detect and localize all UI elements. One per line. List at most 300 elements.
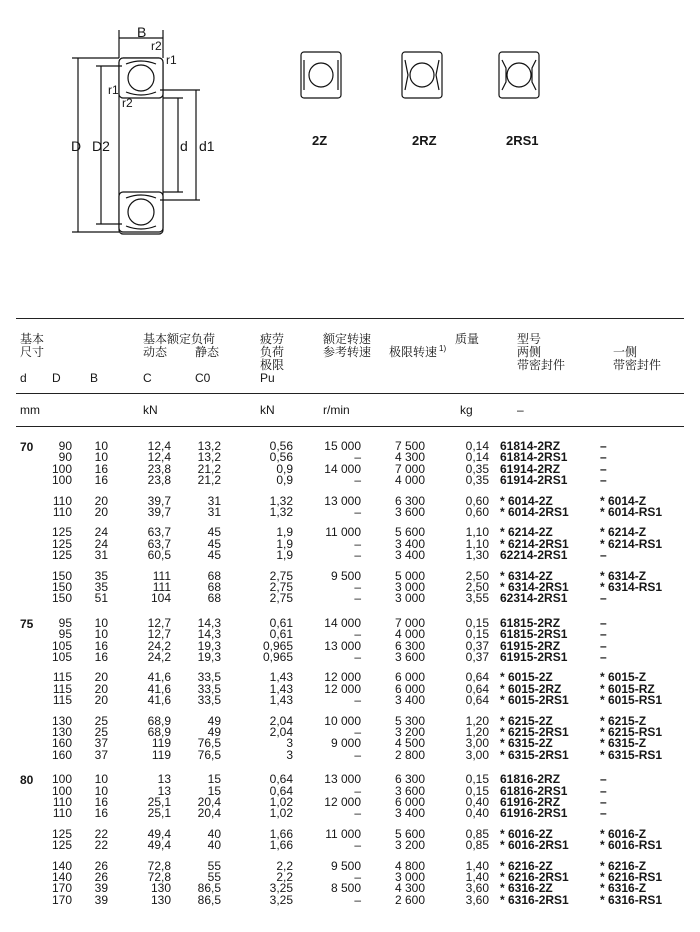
table-cell-col-C: 39,7: [147, 505, 171, 519]
table-cell-col-C: 49,4: [147, 838, 171, 853]
table-cell-col-designation-both: 61916-2RZ: [500, 795, 561, 809]
table-cell-col-designation-one: –: [600, 783, 607, 798]
table-cell-col-Pu: 1,9: [276, 525, 293, 540]
table-cell-col-C: 12,7: [147, 615, 171, 630]
table-cell-col-Pu: 2,04: [269, 725, 293, 739]
table-cell-col-designation-both: * 6015-2RZ: [500, 681, 562, 696]
table-cell-col-designation-one: * 6015-RS1: [600, 693, 663, 708]
header-sym-d: d: [20, 371, 27, 385]
dim-r1-left-label: r1: [108, 83, 119, 97]
table-cell-col-designation-one: * 6214-RS1: [600, 536, 663, 551]
table-cell-col-designation-both: 61815-2RZ: [500, 615, 561, 630]
table-cell-col-C0: 14,3: [197, 615, 221, 630]
table-cell-col-Pu: 3: [286, 736, 293, 751]
table-cell-col-designation-one: –: [600, 806, 607, 821]
table-cell-col-C: 39,7: [147, 493, 171, 508]
table-cell-col-designation-both: 62314-2RS1: [500, 591, 568, 606]
variant-2z-label: 2Z: [312, 133, 328, 148]
table-cell-col-B: 26: [94, 870, 108, 884]
table-cell-col-D: 115: [52, 670, 72, 685]
table-cell-col-Pu: 0,965: [262, 638, 293, 653]
table-cell-col-C0: 15: [207, 783, 221, 798]
header-limit-speed: 极限转速: [389, 345, 438, 359]
table-cell-col-mass: 0,64: [465, 693, 489, 708]
table-cell-col-B: 25: [94, 713, 108, 728]
table-cell-col-ref-speed: –: [354, 548, 361, 563]
table-cell-col-mass: 0,37: [465, 650, 489, 664]
table-cell-col-ref-speed: –: [354, 806, 361, 821]
table-cell-col-C0: 20,4: [197, 806, 221, 821]
table-cell-col-C: 130: [150, 881, 171, 896]
table-cell-col-designation-both: * 6015-2RS1: [500, 693, 569, 708]
header-dynamic: 动态: [143, 345, 168, 359]
table-cell-col-D: 170: [51, 892, 72, 907]
table-cell-col-Pu: 2,75: [269, 580, 293, 594]
table-cell-col-Pu: 0,56: [269, 450, 293, 465]
table-cell-col-limit-speed: 7 500: [394, 439, 425, 453]
table-cell-col-C0: 45: [207, 536, 221, 551]
table-cell-col-D: 100: [51, 772, 72, 787]
header-load-title: 基本额定负荷: [143, 332, 216, 346]
header-ref-speed: 额定转速 参考转速: [323, 332, 372, 359]
table-cell-col-designation-both: 61915-2RZ: [500, 638, 561, 653]
table-cell-col-mass: 2,50: [465, 580, 489, 594]
table-cell-col-B: 20: [94, 493, 108, 508]
table-cell-col-designation-one: –: [600, 627, 607, 642]
table-cell-col-mass: 0,14: [465, 450, 489, 465]
header-limit-note: 1): [439, 344, 447, 353]
table-cell-col-Pu: 1,66: [269, 826, 293, 841]
table-cell-col-designation-both: 61916-2RS1: [500, 806, 568, 821]
table-cell-col-mass: 3,60: [465, 892, 489, 907]
header-sym-D: D: [52, 371, 61, 385]
bearing-cross-section-drawing: [0, 0, 700, 245]
table-cell-col-designation-one: * 6314-Z: [600, 568, 647, 583]
table-cell-col-Pu: 0,9: [276, 473, 293, 488]
table-cell-col-ref-speed: 13 000: [324, 638, 361, 653]
table-cell-col-ref-speed: 13 000: [324, 493, 361, 508]
table-cell-col-Pu: 2,75: [269, 568, 293, 583]
table-cell-col-designation-both: 61814-2RS1: [500, 450, 568, 465]
table-cell-col-designation-both: * 6014-2Z: [500, 493, 553, 508]
table-cell-col-B: 51: [94, 591, 108, 606]
table-cell-col-mass: 3,55: [465, 591, 489, 606]
table-cell-col-Pu: 2,04: [269, 713, 293, 728]
table-cell-col-C0: 40: [207, 838, 221, 853]
table-cell-col-C0: 49: [207, 713, 221, 728]
table-cell-col-designation-both: 61815-2RS1: [500, 627, 568, 642]
table-cell-col-limit-speed: 6 000: [394, 670, 425, 685]
table-cell-col-Pu: 1,43: [269, 681, 293, 696]
table-cell-col-C: 63,7: [147, 525, 171, 540]
table-cell-col-D: 140: [51, 870, 72, 884]
table-cell-col-D: 160: [51, 736, 72, 751]
table-cell-col-C: 12,4: [147, 439, 171, 453]
table-cell-col-ref-speed: 12 000: [324, 795, 361, 809]
table-cell-col-limit-speed: 4 300: [394, 881, 425, 896]
table-cell-col-B: 10: [94, 439, 108, 453]
table-cell-col-mass: 0,40: [465, 806, 489, 821]
header-main-size: 基本 尺寸: [20, 332, 45, 359]
table-cell-col-C0: 33,5: [197, 693, 221, 708]
table-cell-col-C: 24,2: [147, 650, 171, 664]
table-cell-col-mass: 1,10: [465, 536, 489, 551]
table-cell-col-designation-one: * 6014-Z: [600, 493, 647, 508]
table-cell-col-ref-speed: –: [354, 473, 361, 488]
table-cell-col-limit-speed: 5 300: [394, 713, 425, 728]
table-cell-col-designation-both: * 6014-2RS1: [500, 505, 569, 519]
table-cell-col-designation-both: * 6214-2RS1: [500, 536, 569, 551]
table-cell-col-D: 100: [51, 473, 72, 488]
table-cell-col-D: 95: [58, 627, 72, 642]
table-cell-col-mass: 0,64: [465, 670, 489, 685]
unit-fatigue: kN: [260, 403, 275, 417]
table-cell-col-mass: 1,40: [465, 858, 489, 873]
table-cell-col-C: 119: [151, 747, 171, 762]
table-cell-col-designation-both: * 6316-2RS1: [500, 892, 569, 907]
table-cell-col-designation-both: * 6214-2Z: [500, 525, 553, 540]
table-cell-col-B: 24: [94, 536, 108, 551]
table-cell-col-designation-one: * 6215-RS1: [600, 725, 663, 739]
unit-speed: r/min: [323, 403, 350, 417]
header-sym-Pu: Pu: [260, 371, 275, 385]
table-cell-col-mass: 1,20: [465, 725, 489, 739]
table-cell-col-limit-speed: 5 600: [394, 525, 425, 540]
table-cell-col-designation-both: * 6216-2RS1: [500, 870, 569, 884]
table-cell-col-C0: 86,5: [197, 892, 221, 907]
table-cell-col-C: 63,7: [147, 536, 171, 551]
unit-designation: –: [517, 403, 524, 417]
table-cell-col-C: 130: [150, 892, 171, 907]
table-cell-col-mass: 0,15: [465, 783, 489, 798]
table-cell-col-designation-both: * 6314-2Z: [500, 568, 553, 583]
table-cell-col-D: 115: [52, 681, 72, 696]
table-cell-col-designation-both: * 6016-2Z: [500, 826, 553, 841]
table-cell-col-designation-one: –: [600, 638, 607, 653]
table-cell-col-D: 130: [51, 713, 72, 728]
table-cell-col-D: 125: [51, 826, 72, 841]
table-cell-col-designation-one: –: [600, 450, 607, 465]
table-cell-col-B: 26: [94, 858, 108, 873]
table-cell-col-designation-both: * 6016-2RS1: [500, 838, 569, 853]
table-cell-col-mass: 0,85: [465, 838, 489, 853]
table-cell-col-D: 125: [51, 548, 72, 563]
table-cell-col-D: 115: [52, 693, 72, 708]
table-cell-col-C: 12,4: [147, 450, 171, 465]
table-cell-col-ref-speed: 10 000: [324, 713, 361, 728]
header-fatigue: 疲劳 负荷 极限: [260, 332, 285, 372]
table-cell-col-designation-one: * 6216-RS1: [600, 870, 663, 884]
table-cell-col-B: 37: [94, 736, 108, 751]
group-bore-80: 80: [20, 773, 34, 788]
table-cell-col-limit-speed: 7 000: [394, 461, 425, 476]
table-cell-col-B: 20: [94, 670, 108, 685]
table-cell-col-Pu: 1,9: [276, 536, 293, 551]
table-cell-col-B: 39: [94, 881, 108, 896]
table-cell-col-designation-both: * 6215-2RS1: [500, 725, 569, 739]
table-cell-col-designation-both: * 6315-2RS1: [500, 747, 569, 762]
table-cell-col-Pu: 2,75: [269, 591, 293, 606]
table-cell-col-mass: 3,00: [465, 736, 489, 751]
table-cell-col-limit-speed: 3 600: [394, 650, 425, 664]
table-cell-col-B: 10: [94, 772, 108, 787]
table-cell-col-ref-speed: –: [354, 870, 361, 884]
table-cell-col-C: 13: [157, 772, 171, 787]
table-cell-col-ref-speed: 11 000: [325, 525, 361, 540]
table-cell-col-B: 37: [94, 747, 108, 762]
table-cell-col-designation-both: 61914-2RS1: [500, 473, 568, 488]
header-sym-C0: C0: [195, 371, 211, 385]
table-cell-col-ref-speed: 11 000: [325, 826, 361, 841]
table-cell-col-Pu: 1,32: [269, 493, 293, 508]
table-cell-col-C: 25,1: [147, 795, 171, 809]
table-cell-col-ref-speed: –: [354, 693, 361, 708]
table-cell-col-designation-one: * 6016-RS1: [600, 838, 663, 853]
table-cell-col-D: 110: [52, 795, 72, 809]
table-cell-col-limit-speed: 3 200: [394, 838, 425, 853]
table-cell-col-Pu: 3,25: [269, 881, 293, 896]
dim-d2-label: D2: [92, 138, 110, 154]
table-cell-col-ref-speed: –: [354, 505, 361, 519]
table-cell-col-Pu: 1,32: [269, 505, 293, 519]
table-cell-col-ref-speed: –: [354, 536, 361, 551]
table-cell-col-limit-speed: 6 300: [394, 493, 425, 508]
table-cell-col-designation-one: * 6316-RS1: [600, 892, 663, 907]
table-cell-col-Pu: 0,56: [269, 439, 293, 453]
table-cell-col-ref-speed: –: [354, 591, 361, 606]
dim-r2-left-label: r2: [122, 96, 133, 110]
table-cell-col-designation-one: * 6315-RS1: [600, 747, 663, 762]
table-cell-col-B: 16: [94, 650, 108, 664]
table-cell-col-limit-speed: 3 600: [394, 505, 425, 519]
table-cell-col-limit-speed: 3 400: [394, 548, 425, 563]
table-cell-col-B: 22: [94, 826, 108, 841]
table-cell-col-C: 41,6: [147, 693, 171, 708]
table-cell-col-C: 25,1: [147, 806, 171, 821]
table-cell-col-limit-speed: 4 800: [394, 858, 425, 873]
table-cell-col-limit-speed: 2 800: [394, 747, 425, 762]
table-cell-col-mass: 1,40: [465, 870, 489, 884]
table-cell-col-designation-one: * 6015-Z: [600, 670, 647, 685]
header-sym-B: B: [90, 371, 99, 385]
table-cell-col-C: 119: [151, 736, 171, 751]
table-cell-col-mass: 2,50: [465, 568, 489, 583]
table-cell-col-Pu: 3: [286, 747, 293, 762]
table-cell-col-ref-speed: –: [354, 650, 361, 664]
table-cell-col-limit-speed: 3 000: [394, 870, 425, 884]
table-cell-col-mass: 3,60: [465, 881, 489, 896]
table-cell-col-mass: 0,14: [465, 439, 489, 453]
table-cell-col-limit-speed: 6 000: [394, 795, 425, 809]
table-cell-col-designation-one: * 6314-RS1: [600, 580, 663, 594]
table-cell-col-designation-both: 61816-2RS1: [500, 783, 568, 798]
table-cell-col-mass: 0,15: [465, 615, 489, 630]
table-cell-col-B: 35: [94, 568, 108, 583]
table-cell-col-mass: 3,00: [465, 747, 489, 762]
table-cell-col-limit-speed: 4 300: [394, 450, 425, 465]
table-cell-col-mass: 0,40: [465, 795, 489, 809]
table-cell-col-designation-one: * 6016-Z: [600, 826, 647, 841]
table-cell-col-ref-speed: 9 500: [330, 858, 361, 873]
header-mass: 质量: [455, 332, 480, 346]
table-cell-col-designation-one: –: [600, 461, 607, 476]
table-cell-col-D: 105: [51, 650, 72, 664]
header-mid-rule: [16, 393, 684, 394]
table-cell-col-Pu: 1,9: [276, 548, 293, 563]
table-cell-col-ref-speed: 12 000: [324, 670, 361, 685]
table-cell-col-designation-both: * 6316-2Z: [500, 881, 553, 896]
table-cell-col-designation-both: 61814-2RZ: [500, 439, 561, 453]
dim-r2-label: r2: [151, 39, 162, 53]
table-cell-col-D: 125: [51, 536, 72, 551]
table-cell-col-limit-speed: 2 600: [394, 892, 425, 907]
table-cell-col-C: 13: [157, 783, 171, 798]
header-bottom-rule: [16, 426, 684, 427]
table-cell-col-B: 10: [94, 450, 108, 465]
table-cell-col-limit-speed: 3 400: [394, 693, 425, 708]
table-cell-col-C0: 21,2: [197, 461, 221, 476]
table-cell-col-limit-speed: 5 600: [394, 826, 425, 841]
table-cell-col-C0: 68: [207, 568, 221, 583]
table-cell-col-ref-speed: 9 500: [330, 568, 361, 583]
table-cell-col-designation-one: –: [600, 473, 607, 488]
table-cell-col-B: 16: [94, 795, 108, 809]
group-bore-75: 75: [20, 616, 34, 631]
table-cell-col-C: 68,9: [147, 725, 171, 739]
table-cell-col-limit-speed: 4 000: [394, 627, 425, 642]
table-cell-col-D: 90: [58, 450, 72, 465]
table-cell-col-ref-speed: –: [354, 838, 361, 853]
header-sym-C: C: [143, 371, 152, 385]
table-cell-col-C0: 68: [207, 591, 221, 606]
table-cell-col-C0: 76,5: [197, 747, 221, 762]
table-cell-col-Pu: 0,64: [269, 772, 293, 787]
table-cell-col-designation-one: –: [600, 772, 607, 787]
table-cell-col-C: 23,8: [147, 473, 171, 488]
table-cell-col-ref-speed: –: [354, 892, 361, 907]
table-cell-col-designation-both: * 6015-2Z: [500, 670, 553, 685]
table-cell-col-designation-one: –: [600, 650, 607, 664]
table-cell-col-C0: 55: [207, 870, 221, 884]
table-cell-col-C: 23,8: [147, 461, 171, 476]
unit-dims: mm: [20, 403, 40, 417]
table-cell-col-C: 72,8: [147, 858, 171, 873]
table-cell-col-Pu: 0,9: [276, 461, 293, 476]
table-cell-col-C: 72,8: [147, 870, 171, 884]
table-cell-col-C: 12,7: [147, 627, 171, 642]
table-cell-col-designation-both: 61816-2RZ: [500, 772, 561, 787]
table-cell-col-B: 16: [94, 806, 108, 821]
table-cell-col-C0: 31: [207, 505, 221, 519]
table-cell-col-B: 16: [94, 473, 108, 488]
table-cell-col-C0: 13,2: [197, 439, 221, 453]
table-cell-col-Pu: 0,965: [262, 650, 293, 664]
table-cell-col-mass: 0,85: [465, 826, 489, 841]
table-cell-col-D: 140: [51, 858, 72, 873]
table-cell-col-designation-one: –: [600, 548, 607, 563]
table-cell-col-Pu: 1,02: [269, 806, 293, 821]
table-cell-col-B: 16: [94, 461, 108, 476]
table-cell-col-B: 24: [94, 525, 108, 540]
table-cell-col-ref-speed: 13 000: [324, 772, 361, 787]
table-cell-col-C: 104: [150, 591, 171, 606]
table-cell-col-limit-speed: 3 200: [394, 725, 425, 739]
dim-r1-label: r1: [166, 53, 177, 67]
table-cell-col-C0: 68: [207, 580, 221, 594]
dim-b-label: B: [137, 24, 147, 40]
header-one-side: 一侧 带密封件: [613, 345, 662, 372]
table-cell-col-limit-speed: 3 000: [394, 591, 425, 606]
table-cell-col-designation-one: * 6215-Z: [600, 713, 647, 728]
table-cell-col-C0: 55: [207, 858, 221, 873]
table-cell-col-Pu: 1,43: [269, 693, 293, 708]
table-cell-col-B: 16: [94, 638, 108, 653]
table-cell-col-designation-both: * 6314-2RS1: [500, 580, 569, 594]
table-cell-col-designation-both: * 6216-2Z: [500, 858, 553, 873]
table-cell-col-Pu: 2,2: [276, 870, 293, 884]
table-cell-col-mass: 0,15: [465, 772, 489, 787]
table-cell-col-B: 35: [94, 580, 108, 594]
table-cell-col-designation-both: 62214-2RS1: [500, 548, 568, 563]
table-cell-col-Pu: 1,43: [269, 670, 293, 685]
table-cell-col-designation-both: 61915-2RS1: [500, 650, 568, 664]
table-cell-col-Pu: 1,66: [269, 838, 293, 853]
table-cell-col-B: 10: [94, 783, 108, 798]
table-cell-col-designation-one: * 6015-RZ: [600, 681, 655, 696]
table-cell-col-ref-speed: –: [354, 747, 361, 762]
table-cell-col-D: 90: [58, 439, 72, 453]
table-cell-col-D: 130: [51, 725, 72, 739]
table-cell-col-designation-both: * 6215-2Z: [500, 713, 553, 728]
table-cell-col-C: 111: [152, 568, 171, 583]
table-cell-col-Pu: 0,64: [269, 783, 293, 798]
table-cell-col-ref-speed: 9 000: [330, 736, 361, 751]
table-cell-col-B: 20: [94, 681, 108, 696]
table-cell-col-C: 49,4: [147, 826, 171, 841]
table-cell-col-C0: 76,5: [197, 736, 221, 751]
table-cell-col-C0: 15: [207, 772, 221, 787]
table-cell-col-C0: 19,3: [197, 650, 221, 664]
table-cell-col-mass: 0,35: [465, 473, 489, 488]
table-cell-col-C0: 33,5: [197, 670, 221, 685]
table-cell-col-C0: 40: [207, 826, 221, 841]
table-cell-col-C: 41,6: [147, 670, 171, 685]
table-cell-col-mass: 0,64: [465, 681, 489, 696]
header-top-rule: [16, 318, 684, 319]
table-cell-col-C0: 31: [207, 493, 221, 508]
table-cell-col-ref-speed: –: [354, 725, 361, 739]
table-cell-col-D: 110: [52, 806, 72, 821]
table-cell-col-designation-one: –: [600, 795, 607, 809]
table-cell-col-D: 150: [51, 591, 72, 606]
table-cell-col-limit-speed: 4 500: [394, 736, 425, 751]
table-cell-col-C: 111: [152, 580, 171, 594]
table-cell-col-limit-speed: 4 000: [394, 473, 425, 488]
table-cell-col-D: 110: [52, 505, 72, 519]
table-cell-col-D: 150: [51, 568, 72, 583]
table-cell-col-mass: 0,60: [465, 505, 489, 519]
table-cell-col-limit-speed: 3 600: [394, 783, 425, 798]
table-cell-col-ref-speed: 15 000: [324, 439, 361, 453]
table-cell-col-limit-speed: 7 000: [394, 615, 425, 630]
group-bore-70: 70: [20, 440, 34, 454]
table-cell-col-designation-one: –: [600, 439, 607, 453]
table-cell-col-B: 31: [94, 548, 108, 563]
table-cell-col-ref-speed: –: [354, 450, 361, 465]
table-cell-col-D: 125: [51, 525, 72, 540]
table-cell-col-limit-speed: 6 300: [394, 638, 425, 653]
table-cell-col-ref-speed: 14 000: [324, 461, 361, 476]
